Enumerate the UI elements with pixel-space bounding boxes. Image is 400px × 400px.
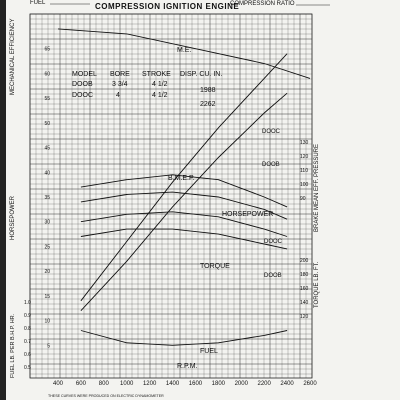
label-me: M.E. [177, 47, 192, 54]
torque-tick-label: 200 [300, 258, 309, 264]
axis-title-x: R.P.M. [177, 363, 198, 370]
bmep-tick-label: 90 [300, 196, 306, 202]
x-tick-label: 1400 [165, 381, 180, 387]
x-tick-label: 1200 [142, 381, 157, 387]
hp-tick-label: 25 [44, 244, 50, 251]
x-tick-label: 2200 [257, 381, 271, 387]
hp-tick-label: 55 [44, 96, 50, 103]
hp-tick-label: 5 [47, 343, 50, 350]
bmep-tick-label: 130 [300, 140, 309, 146]
label-horsepower: HORSEPOWER [222, 211, 274, 218]
hp-tick-label: 45 [44, 145, 50, 152]
axis-title-me: MECHANICAL EFFICIENCY [10, 18, 16, 95]
bmep-tick-label: 110 [300, 168, 308, 174]
spec-row1-stroke: 4 1/2 [152, 81, 168, 88]
hp-tick-label: 30 [44, 219, 50, 226]
x-tick-label: 1000 [120, 381, 134, 387]
fuel-tick-label: 0.6 [24, 352, 31, 358]
label-torque: TORQUE [200, 263, 230, 270]
spec-row2-model: DOOC [72, 92, 93, 99]
x-tick-label: 2600 [303, 381, 317, 387]
spec-row2-disp: 2262 [200, 101, 216, 108]
fuel-tick-label: 1.0 [24, 300, 31, 306]
spec-row1-disp: 1988 [200, 87, 216, 94]
label-fuel: FUEL [200, 348, 218, 355]
torque-tick-label: 140 [300, 300, 309, 306]
spec-row2-bore: 4 [116, 92, 120, 99]
bmep-tick-label: 120 [300, 154, 309, 160]
chart-title: COMPRESSION IGNITION ENGINE [95, 2, 240, 11]
label-doob-torque: DOOB [264, 273, 282, 279]
torque-tick-label: 160 [300, 286, 309, 292]
x-tick-label: 400 [52, 381, 64, 387]
label-dooc-torque: DOOC [264, 239, 282, 245]
spec-header-model: MODEL [72, 71, 97, 78]
label-bmep: B.M.E.P. [168, 175, 195, 182]
x-tick-label: 600 [75, 381, 86, 387]
label-doob-hp: DOOB [262, 162, 280, 168]
spec-row1-model: DOOB [72, 81, 93, 88]
hp-tick-label: 60 [44, 71, 50, 78]
footer-note: THESE CURVES WERE PRODUCED ON ELECTRIC DYNAMOMETER [48, 394, 164, 398]
fuel-tick-label: 0.5 [24, 365, 31, 371]
scan-edge-left [0, 0, 6, 400]
axis-title-bmep: BRAKE MEAN EFF. PRESSURE [314, 143, 320, 232]
label-dooc-hp: DOOC [262, 129, 280, 135]
spec-header-disp: DISP. CU. IN. [180, 71, 223, 78]
x-tick-label: 2000 [234, 381, 248, 387]
axis-title-torque: TORQUE LB. FT. [314, 261, 320, 308]
x-tick-label: 1800 [211, 381, 226, 387]
fuel-tick-label: 0.9 [24, 313, 31, 319]
spec-row2-stroke: 4 1/2 [152, 92, 168, 99]
hp-tick-label: 40 [44, 170, 50, 177]
spec-row1-bore: 3 3/4 [112, 81, 128, 88]
x-tick-label: 1600 [188, 381, 203, 387]
fuel-tick-label: 0.8 [24, 326, 31, 332]
fuel-tick-label: 0.7 [24, 339, 31, 345]
hp-tick-label: 15 [44, 293, 50, 300]
spec-header-stroke: STROKE [142, 71, 171, 78]
spec-header-bore: BORE [110, 71, 130, 78]
axis-title-hp: HORSEPOWER [10, 195, 16, 240]
hp-tick-label: 65 [44, 46, 50, 53]
torque-tick-label: 180 [300, 272, 309, 278]
hp-tick-label: 35 [44, 195, 50, 201]
hp-tick-label: 50 [44, 120, 50, 127]
header-fuel-label: FUEL [30, 0, 46, 6]
axis-title-fuel: FUEL LB. PER B.H.P. HR. [10, 313, 16, 378]
x-tick-label: 2400 [280, 381, 294, 387]
torque-tick-label: 120 [300, 314, 309, 320]
x-tick-label: 800 [98, 381, 109, 387]
bmep-tick-label: 100 [300, 182, 309, 188]
hp-tick-label: 20 [44, 269, 50, 276]
hp-tick-label: 10 [44, 318, 50, 325]
header-compression-label: COMPRESSION RATIO [230, 1, 295, 7]
